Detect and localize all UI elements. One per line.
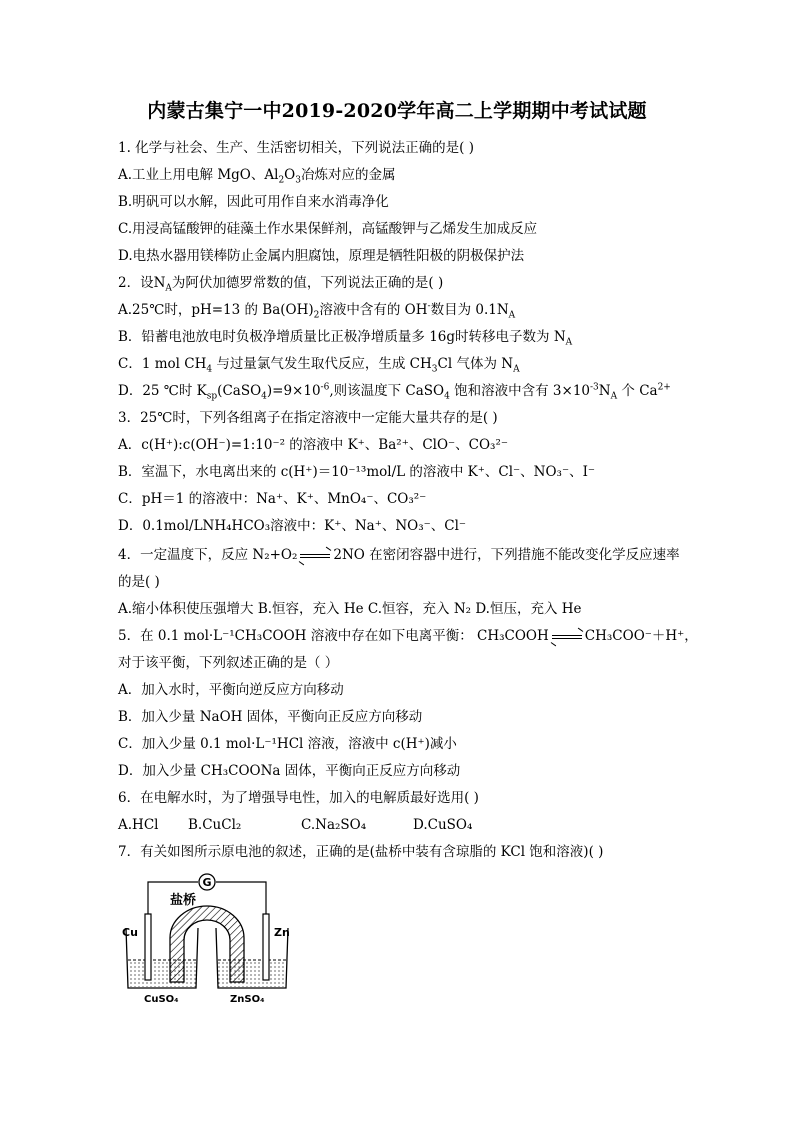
q6-option-c: C.Na₂SO₄	[301, 817, 367, 833]
q6-option-b: B.CuCl₂	[188, 817, 242, 833]
q1-option-d: D.电热水器用镁棒防止金属内胆腐蚀，原理是牺牲阳极的阴极保护法	[118, 248, 525, 264]
reversible-arrow-icon	[552, 632, 582, 642]
q1-stem: 1. 化学与社会、生产、生活密切相关，下列说法正确的是( )	[118, 140, 474, 156]
cu-label: Cu	[122, 926, 138, 939]
galvanometer-label: G	[202, 876, 212, 889]
q5-option-a: A．加入水时，平衡向逆反应方向移动	[118, 682, 344, 698]
q5-stem: 5．在 0.1 mol·L⁻¹CH₃COOH 溶液中存在如下电离平衡： CH₃COOH CH₃COO⁻＋H⁺，	[118, 628, 698, 644]
q5-option-d: D．加入少量 CH₃COONa 固体，平衡向正反应方向移动	[118, 763, 461, 779]
znso4-label: ZnSO₄	[230, 994, 265, 1005]
q4-options: A.缩小体积使压强增大 B.恒容，充入 He C.恒容，充入 N₂ D.恒压，充入 He	[118, 601, 582, 617]
reversible-arrow-icon	[300, 551, 330, 561]
q3-option-b: B．室温下，水电离出来的 c(H⁺)＝10⁻¹³mol/L 的溶液中 K⁺、Cl⁻、NO₃⁻、I⁻	[118, 464, 596, 480]
q2-option-d: D．25 ℃时 $K_{sp}(CaSO_4)=9\times 10^{-6}$,则该温度下 CaSO$_4$ 饱和溶液中含有 $3\times 10^{-3}N_A$ 个 $Ca^{2+}$	[118, 382, 671, 402]
q7-stem: 7．有关如图所示原电池的叙述，正确的是(盐桥中装有含琼脂的 KCl 饱和溶液)( )	[118, 844, 604, 860]
q3-option-a: A．c(H⁺):c(OH⁻)=1:10⁻² 的溶液中 K⁺、Ba²⁺、ClO⁻、CO₃²⁻	[118, 437, 509, 453]
q2-option-a: A.25℃时，pH=13 的 $Ba(OH)_2$溶液中含有的 OH-数目为 $0.1N_A$	[118, 301, 516, 321]
salt-bridge	[170, 906, 244, 982]
q5-option-b: B．加入少量 NaOH 固体，平衡向正反应方向移动	[118, 709, 423, 725]
cu-electrode	[145, 914, 151, 980]
q3-option-c: C．pH＝1 的溶液中：Na⁺、K⁺、MnO₄⁻、CO₃²⁻	[118, 491, 427, 507]
q4-stem: 4．一定温度下，反应 N₂+O₂ 2NO 在密闭容器中进行，下列措施不能改变化学反应速率	[118, 547, 680, 563]
q2-stem: 2．设$N_A$为阿伏加德罗常数的值，下列说法正确的是( )	[118, 275, 444, 294]
q2-option-b: B．铅蓄电池放电时负极净增质量比正极净增质量多 16g时转移电子数为 $N_A$	[118, 329, 573, 348]
galvanic-cell-diagram	[118, 870, 298, 1010]
q4-stem-cont: 的是( )	[118, 574, 160, 590]
cuso4-label: CuSO₄	[144, 994, 179, 1005]
q1-option-c: C.用浸高锰酸钾的硅藻土作水果保鲜剂，高锰酸钾与乙烯发生加成反应	[118, 221, 538, 237]
salt-bridge-label: 盐桥	[170, 893, 197, 908]
left-solution	[128, 960, 196, 987]
q6-option-d: D.CuSO₄	[413, 817, 473, 833]
q5-stem-cont: 对于该平衡，下列叙述正确的是（ ）	[118, 655, 339, 671]
q1-option-a: A.工业上用电解 MgO、$Al_2O_3$冶炼对应的金属	[118, 167, 396, 186]
page-title: 内蒙古集宁一中2019-2020学年高二上学期期中考试试题	[147, 100, 647, 122]
q3-stem: 3．25℃时，下列各组离子在指定溶液中一定能大量共存的是( )	[118, 410, 498, 426]
q6-option-a: A.HCl	[118, 817, 159, 833]
q1-option-b: B.明矾可以水解，因此可用作自来水消毒净化	[118, 194, 389, 210]
right-solution	[218, 960, 286, 987]
q5-option-c: C．加入少量 0.1 mol·L⁻¹HCl 溶液，溶液中 c(H⁺)减小	[118, 736, 457, 752]
q3-option-d: D．0.1mol/LNH₄HCO₃溶液中：K⁺、Na⁺、NO₃⁻、Cl⁻	[118, 518, 467, 534]
zn-electrode	[263, 914, 269, 980]
q2-option-c: C．1 mol $CH_4$ 与过量氯气发生取代反应，生成 $CH_3Cl$ 气体为 $N_A$	[118, 356, 520, 375]
zn-label: Zn	[274, 926, 290, 939]
q6-stem: 6．在电解水时，为了增强导电性，加入的电解质最好选用( )	[118, 790, 479, 806]
